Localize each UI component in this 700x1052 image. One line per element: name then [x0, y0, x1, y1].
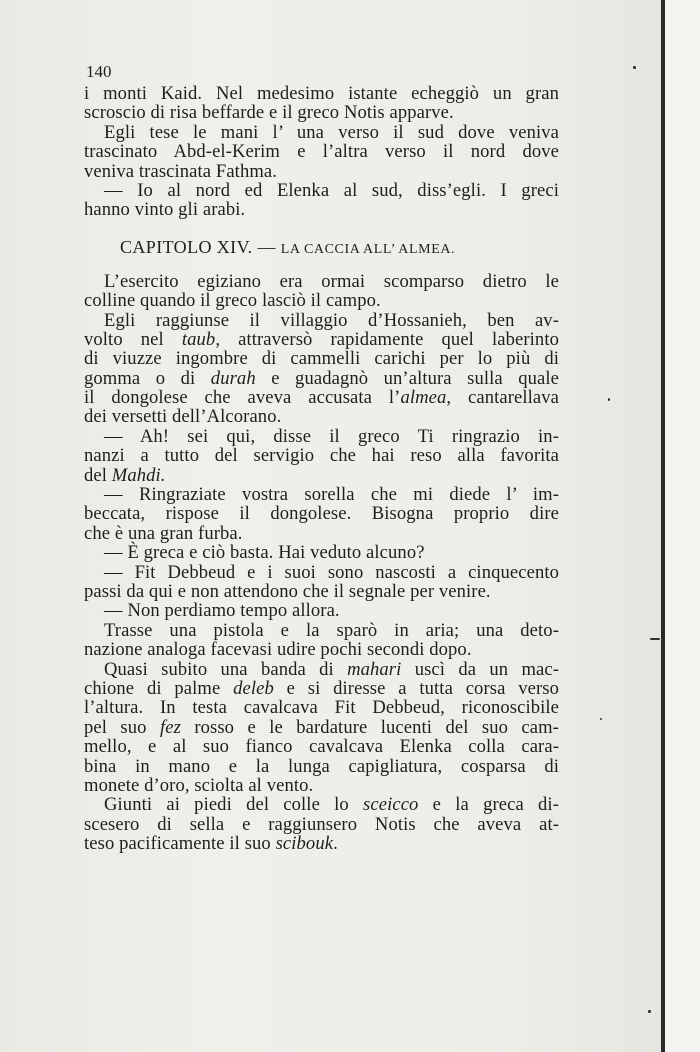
text-line: passi da qui e non attendono che il segnale per venire.	[84, 580, 491, 602]
paragraph-1	[84, 123, 559, 181]
text-line: monete d’oro, sciolta al vento.	[84, 774, 314, 796]
text-line: trascinato Abd-el-Kerim e l’altra verso il nord dove	[84, 141, 559, 163]
text-line: — Io al nord ed Elenka al sud, diss’egli. I greci	[104, 179, 559, 201]
text-line: — Non perdiamo tempo allora.	[104, 600, 340, 622]
page-text	[84, 60, 559, 853]
text-span: Quasi subito una banda di	[104, 658, 348, 680]
italic-term: mahari	[347, 658, 402, 680]
text-line	[84, 466, 559, 485]
text-line: i monti Kaid. Nel medesimo istante echeggiò un gran	[84, 83, 559, 104]
text-span: e guadagnò un’altura sulla quale	[255, 367, 560, 389]
ink-speck	[600, 718, 602, 720]
text-line: scroscio di risa beffarde e il greco Notis apparve.	[84, 102, 454, 124]
text-line: nazione analoga facevasi udire pochi secondi dopo.	[84, 639, 472, 661]
italic-term: fez	[159, 716, 181, 738]
text-span: chione di palme	[84, 677, 234, 699]
text-line	[84, 834, 559, 853]
text-line: veniva trascinata Fathma.	[84, 160, 278, 182]
paragraph-2	[84, 181, 559, 220]
text-line	[84, 679, 559, 698]
text-span: il dongolese che aveva accusata l’	[84, 387, 401, 409]
text-span: gomma o di	[84, 367, 211, 389]
text-span: e la greca di-	[418, 794, 559, 816]
text-line: colline quando il greco lasciò il campo.	[84, 290, 381, 312]
text-span: del	[84, 464, 112, 486]
text-line	[84, 718, 559, 737]
text-line: l’altura. In testa cavalcava Fit Debbeud, riconoscibile	[84, 697, 559, 719]
italic-term: deleb	[233, 677, 274, 699]
ink-speck	[608, 398, 610, 401]
text-line: Egli tese le mani l’ una verso il sud dove veniva	[104, 121, 559, 143]
italic-term: Mahdi.	[111, 464, 166, 486]
text-span: , attraversò rapidamente quel laberinto	[215, 328, 559, 350]
chapter-number: CAPITOLO XIV. —	[120, 236, 276, 257]
italic-term: almea	[400, 387, 447, 409]
text-line: — È greca e ciò basta. Hai veduto alcuno?	[104, 542, 425, 564]
text-line: — Ringraziate vostra sorella che mi diede l’ im-	[104, 484, 559, 506]
text-line: nanzi a tutto del servigio che hai reso alla favorita	[84, 445, 559, 467]
text-line: che è una gran furba.	[84, 522, 243, 544]
ink-speck	[633, 66, 636, 69]
text-line	[84, 660, 559, 679]
text-line: beccata, rispose il dongolese. Bisogna proprio dire	[84, 503, 559, 525]
text-line	[84, 330, 559, 349]
paragraph-0	[84, 84, 559, 123]
text-line	[84, 388, 559, 407]
text-line: mello, e al suo fianco cavalcava Elenka colla cara-	[84, 736, 559, 758]
text-line: scesero di sella e raggiunsero Notis che aveva at-	[84, 813, 559, 835]
text-line	[84, 795, 559, 814]
page-number: 140	[86, 62, 112, 81]
text-span: e si diresse a tutta corsa verso	[273, 677, 559, 699]
text-span: .	[333, 833, 338, 855]
text-line: hanno vinto gli arabi.	[84, 199, 246, 221]
chapter-title: LA CACCIA ALL’ ALMEA.	[280, 241, 456, 257]
page-edge-margin	[665, 0, 700, 1052]
italic-term: sceicco	[363, 794, 419, 816]
text-line: dei versetti dell’Alcorano.	[84, 406, 282, 428]
ink-speck	[650, 638, 660, 640]
text-span: rosso e le bardature lucenti del suo cam-	[180, 716, 559, 738]
text-line: di viuzze ingombre di cammelli carichi per lo più di	[84, 348, 559, 370]
text-span: pel suo	[84, 716, 160, 738]
ink-speck	[648, 1010, 651, 1013]
italic-term: scibouk	[275, 833, 334, 855]
text-span: uscì da un mac-	[401, 658, 560, 680]
text-span: volto nel	[84, 328, 182, 350]
text-span: Giunti ai piedi del colle lo	[104, 794, 364, 816]
text-line: — Fit Debbeud e i suoi sono nascosti a cinquecento	[104, 561, 559, 583]
text-line: bina in mano e la lunga capigliatura, cosparsa di	[84, 755, 559, 777]
text-line: Egli raggiunse il villaggio d’Hossanieh, ben av-	[104, 309, 559, 331]
italic-term: durah	[210, 367, 256, 389]
italic-term: taub	[181, 328, 216, 350]
text-line: L’esercito egiziano era ormai scomparso dietro le	[104, 270, 559, 292]
text-line	[84, 369, 559, 388]
text-line: — Ah! sei qui, disse il greco Ti ringrazio in-	[104, 425, 559, 447]
text-span: teso pacificamente il suo	[84, 833, 276, 855]
chapter-heading	[84, 232, 559, 262]
text-line: Trasse una pistola e la sparò in aria; una deto-	[104, 619, 559, 641]
text-span: , cantarellava	[446, 387, 560, 409]
